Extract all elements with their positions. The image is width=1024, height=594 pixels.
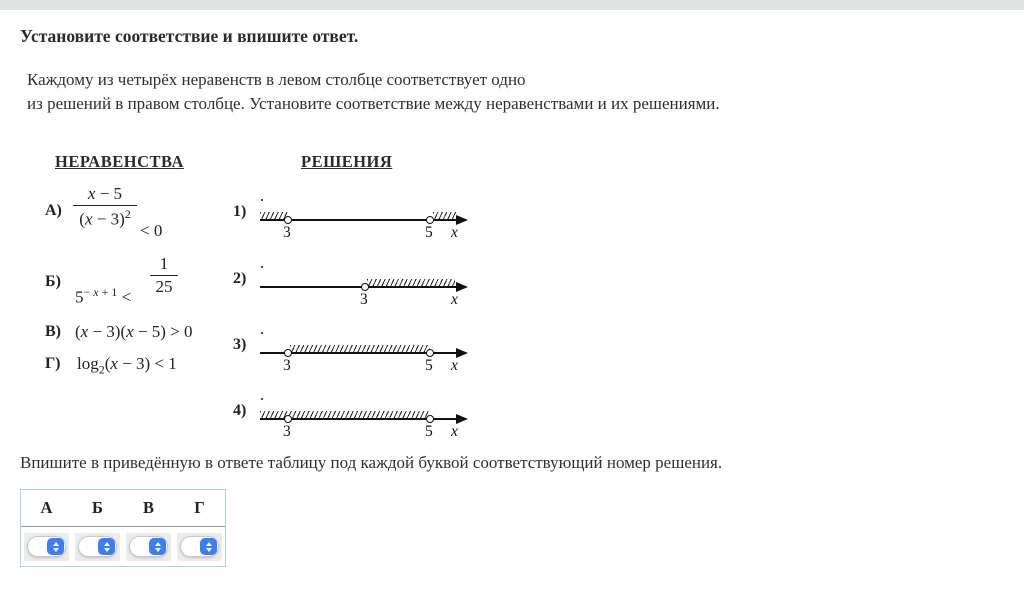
answer-select-g[interactable] xyxy=(177,533,222,561)
dot-mark xyxy=(261,398,263,400)
answer-select-v[interactable] xyxy=(126,533,171,561)
page-title: Установите соответствие и впишите ответ. xyxy=(20,26,359,46)
fraction-numerator: x − 5 xyxy=(87,184,123,203)
inequality-v-label: В) xyxy=(45,323,61,340)
inequality-b-power: $5^{- x + 1}$ < xyxy=(75,285,132,307)
solution-4-numberline xyxy=(233,395,481,443)
open-point-3 xyxy=(284,216,292,224)
answer-table xyxy=(20,489,226,567)
answer-select-a[interactable] xyxy=(24,533,69,561)
inequality-g-label: Г) xyxy=(45,355,61,372)
hatch-right-of-3 xyxy=(367,279,455,286)
answer-table-header-row xyxy=(21,490,225,527)
dot-mark xyxy=(261,332,263,334)
answer-header-a: А xyxy=(40,498,53,517)
stepper-arrows-icon xyxy=(200,538,217,555)
axis-label-x: x xyxy=(451,423,458,440)
tick-label-5: 5 xyxy=(425,357,433,374)
stepper-arrows-icon xyxy=(149,538,166,555)
answer-header-v: В xyxy=(142,498,154,517)
hatch-right-of-5 xyxy=(433,212,457,219)
axis-label-x: x xyxy=(451,291,458,308)
open-point-5 xyxy=(426,349,434,357)
solution-3-numberline xyxy=(233,329,481,377)
inequality-a-label: А) xyxy=(45,202,62,219)
answer-cell-a xyxy=(21,527,72,566)
inequality-b-label: Б) xyxy=(45,273,61,290)
inequality-b-fraction xyxy=(150,254,178,297)
solution-1-label: 1) xyxy=(233,203,247,220)
solution-4-label: 4) xyxy=(233,402,247,419)
inequality-v xyxy=(45,322,265,346)
inequality-a-relation: < 0 xyxy=(140,221,163,240)
dot-mark xyxy=(261,266,263,268)
solution-2-label: 2) xyxy=(233,270,247,287)
fraction-denominator: 25 xyxy=(155,277,173,296)
axis-label-x: x xyxy=(451,357,458,374)
fraction-bar xyxy=(150,275,178,276)
stepper-arrows-icon xyxy=(98,538,115,555)
intro-text-line1: Каждому из четырёх неравенств в левом столбце соответствует одно xyxy=(27,70,526,89)
tick-label-3: 3 xyxy=(283,423,291,440)
tick-label-5: 5 xyxy=(425,224,433,241)
inequality-g xyxy=(45,354,265,378)
inequality-v-expression: (x − 3)(x − 5) > 0 xyxy=(75,322,193,341)
fraction-numerator: 1 xyxy=(159,254,169,273)
axis-label-x: x xyxy=(451,224,458,241)
answer-header-g: Г xyxy=(194,498,205,517)
solution-2-numberline xyxy=(233,263,481,311)
select-field[interactable] xyxy=(180,536,219,557)
inequality-b xyxy=(45,253,215,309)
answer-table-input-row xyxy=(21,527,225,566)
solutions-column-header: РЕШЕНИЯ xyxy=(301,152,393,171)
inequalities-column-header: НЕРАВЕНСТВА xyxy=(55,152,184,171)
open-point-5 xyxy=(426,216,434,224)
inequality-a-fraction xyxy=(73,184,137,230)
fraction-bar xyxy=(73,205,137,206)
exponent: − x + 1 xyxy=(83,285,118,299)
solution-3-label: 3) xyxy=(233,336,247,353)
tick-label-3: 3 xyxy=(283,224,291,241)
answer-header-b: Б xyxy=(92,498,103,517)
stepper-arrows-icon xyxy=(47,538,64,555)
answer-cell-g xyxy=(174,527,225,566)
open-point-3 xyxy=(284,349,292,357)
solution-1-numberline xyxy=(233,196,481,244)
select-field[interactable] xyxy=(27,536,66,557)
tick-label-5: 5 xyxy=(425,423,433,440)
answer-cell-b xyxy=(72,527,123,566)
axis-line xyxy=(260,286,457,288)
inequality-a xyxy=(45,184,215,246)
tick-label-3: 3 xyxy=(360,291,368,308)
open-point-5 xyxy=(426,415,434,423)
answer-instruction: Впишите в приведённую в ответе таблицу под каждой буквой соответствующий номер решения. xyxy=(20,453,723,472)
answer-cell-v xyxy=(123,527,174,566)
inequality-g-expression: $\log_2(x - 3) < 1$ xyxy=(77,354,177,377)
dot-mark xyxy=(261,199,263,201)
fraction-denominator: $(x - 3)^2$ xyxy=(79,207,131,229)
select-field[interactable] xyxy=(129,536,168,557)
tick-label-3: 3 xyxy=(283,357,291,374)
hatch-between-3-and-5 xyxy=(290,345,430,352)
intro-text-line2: из решений в правом столбце. Установите соответствие между неравенствами и их решениями. xyxy=(27,94,720,113)
open-point-3 xyxy=(361,283,369,291)
answer-select-b[interactable] xyxy=(75,533,120,561)
select-field[interactable] xyxy=(78,536,117,557)
top-bar xyxy=(0,0,1024,10)
open-point-3 xyxy=(284,415,292,423)
